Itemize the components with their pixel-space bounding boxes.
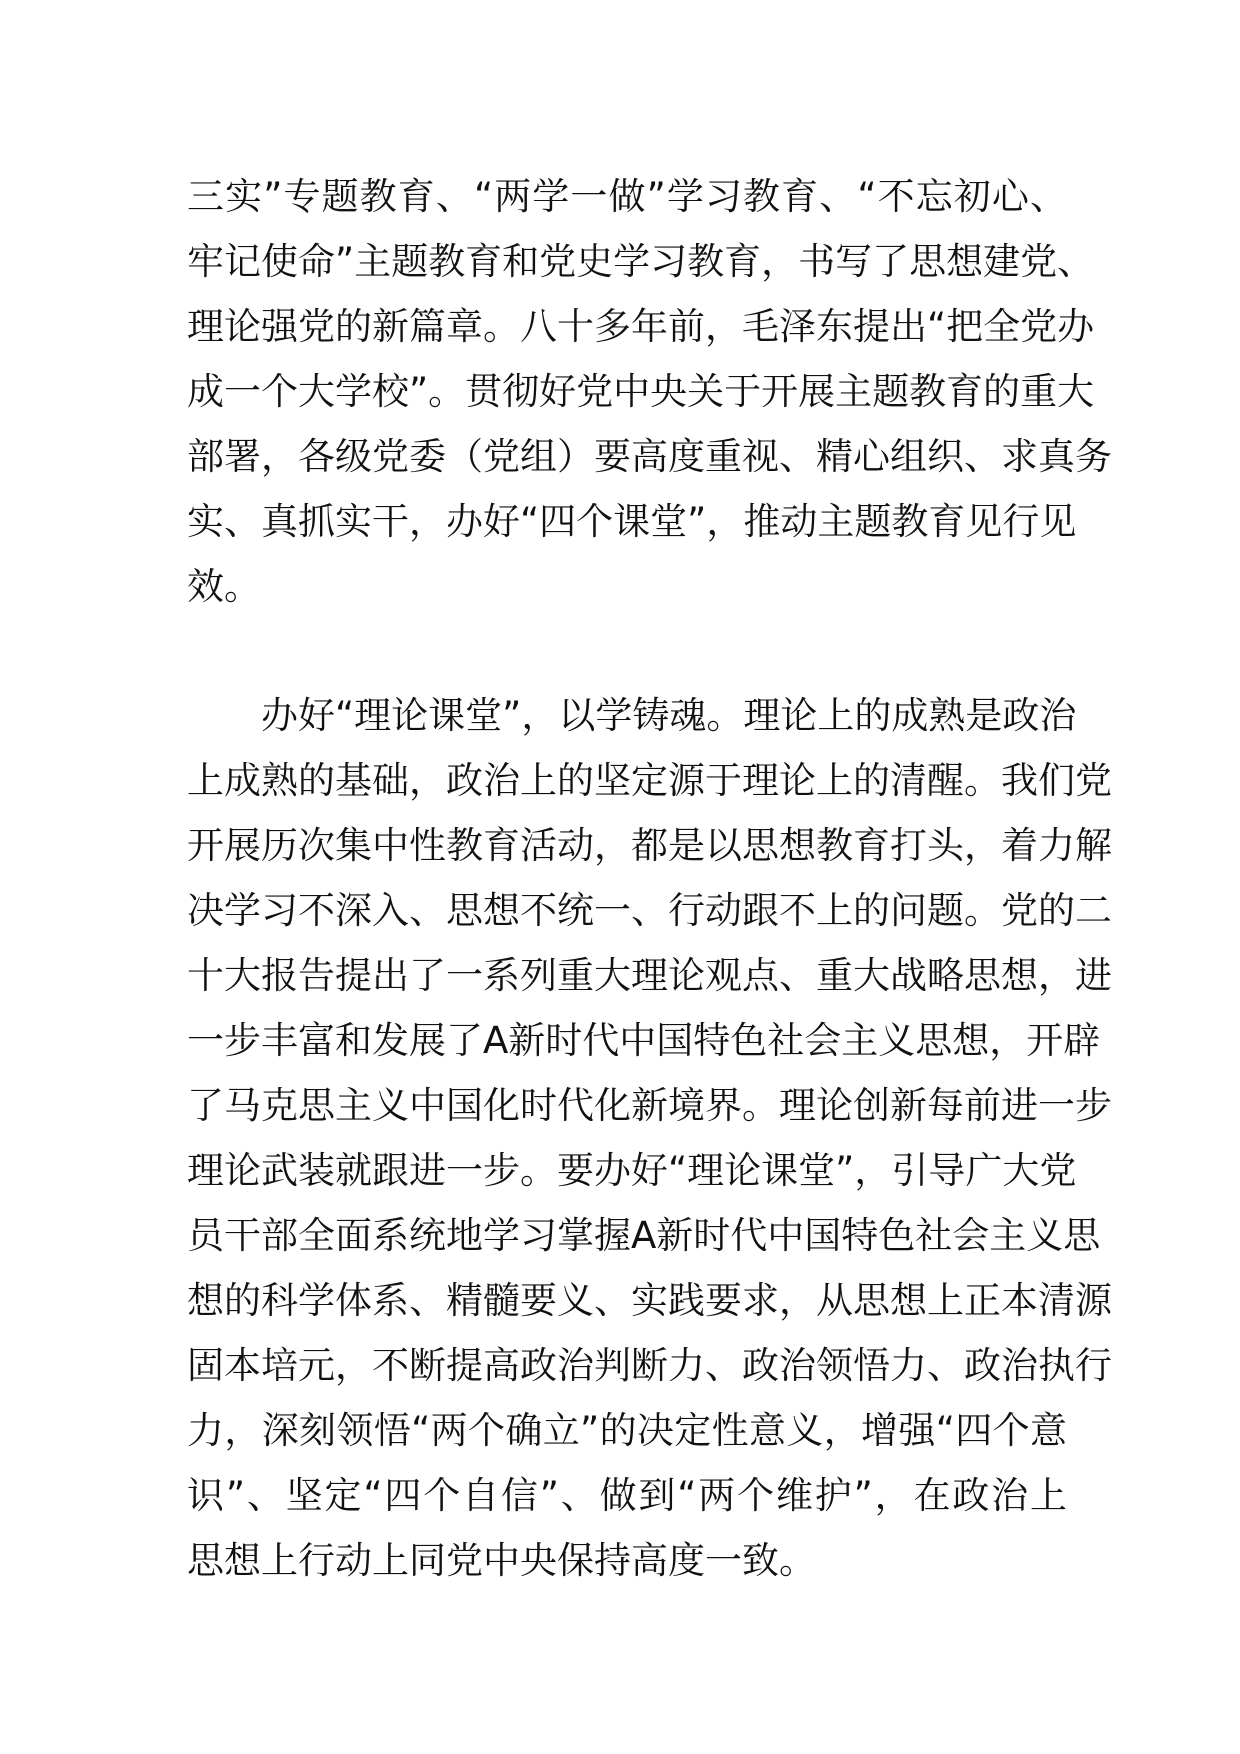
- text-line: 办好“理论课堂”，以学铸魂。理论上的成熟是政治: [261, 694, 1077, 737]
- text-line: 识”、坚定“四个自信”、做到“两个维护”，在政治上: [187, 1474, 1067, 1517]
- text-line: 效。: [187, 565, 261, 608]
- text-line: 三实”专题教育、“两学一做”学习教育、“不忘初心、: [187, 175, 1067, 218]
- text-line: 固本培元，不断提高政治判断力、政治领悟力、政治执行: [187, 1344, 1112, 1387]
- text-line: 思想上行动上同党中央保持高度一致。: [187, 1539, 816, 1582]
- text-line: 部署，各级党委（党组）要高度重视、精心组织、求真务: [187, 435, 1112, 478]
- text-line: 了马克思主义中国化时代化新境界。理论创新每前进一步: [187, 1084, 1112, 1127]
- paragraph-1: [187, 164, 1112, 619]
- text-line: 开展历次集中性教育活动，都是以思想教育打头，着力解: [187, 824, 1112, 867]
- text-line: 员干部全面系统地学习掌握A新时代中国特色社会主义思: [187, 1214, 1101, 1257]
- paragraph-2: [187, 683, 1112, 1593]
- text-line: 十大报告提出了一系列重大理论观点、重大战略思想，进: [187, 954, 1112, 997]
- text-line: 上成熟的基础，政治上的坚定源于理论上的清醒。我们党: [187, 759, 1112, 802]
- text-line: 牢记使命”主题教育和党史学习教育，书写了思想建党、: [187, 240, 1095, 283]
- text-line: 实、真抓实干，办好“四个课堂”，推动主题教育见行见: [187, 500, 1077, 543]
- text-line: 决学习不深入、思想不统一、行动跟不上的问题。党的二: [187, 889, 1112, 932]
- text-line: 一步丰富和发展了A新时代中国特色社会主义思想，开辟: [187, 1019, 1101, 1062]
- text-line: 理论强党的新篇章。八十多年前，毛泽东提出“把全党办: [187, 305, 1095, 348]
- text-line: 力，深刻领悟“两个确立”的决定性意义，增强“四个意: [187, 1409, 1067, 1452]
- text-line: 理论武装就跟进一步。要办好“理论课堂”，引导广大党: [187, 1149, 1077, 1192]
- text-line: 想的科学体系、精髓要义、实践要求，从思想上正本清源: [187, 1279, 1112, 1322]
- text-line: 成一个大学校”。贯彻好党中央关于开展主题教育的重大: [187, 370, 1095, 413]
